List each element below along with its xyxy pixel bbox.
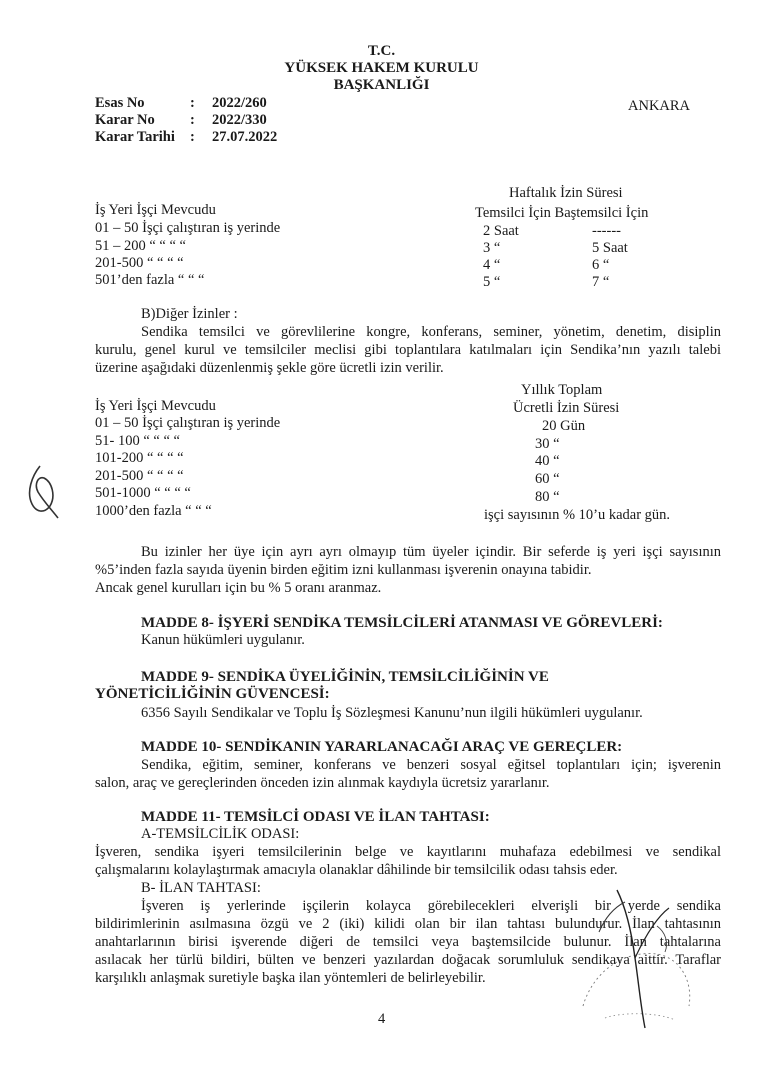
annual-row-right: 30 “	[535, 436, 560, 452]
tarih-value: 27.07.2022	[212, 129, 278, 145]
section-b-line: Sendika temsilci ve görevlilerine kongre, konferans, seminer, yönetim, denetim, disiplin	[141, 324, 721, 340]
madde11-sub-a: A-TEMSİLCİLİK ODASI:	[141, 826, 300, 842]
madde10-line: salon, araç ve gereçlerinden önceden izin alınmak kaydıyla ücretsiz yararlanır.	[95, 775, 550, 791]
madde8-title: MADDE 8- İŞYERİ SENDİKA TEMSİLCİLERİ ATANMASI VE GÖREVLERİ:	[141, 615, 663, 631]
weekly-row-mid: 2 Saat	[483, 223, 519, 239]
madde11-a-line: çalışmalarını kolaylaştırmak amacıyla olanaklar dâhilinde bir temsilcilik odası tahsis eder.	[95, 862, 618, 878]
weekly-row-right: 7 “	[592, 274, 610, 290]
header-court: YÜKSEK HAKEM KURULU	[284, 60, 479, 76]
section-b-title: B)Diğer İzinler :	[141, 306, 238, 322]
weekly-right-header-1: Haftalık İzin Süresi	[509, 185, 623, 201]
karar-colon: :	[190, 112, 195, 128]
madde11-b-line: karşılıklı anlaşmak suretiyle başka ilan yöntemleri de belirleyebilir.	[95, 970, 486, 986]
weekly-row-left: 201-500 “ “ “ “	[95, 255, 184, 271]
weekly-row-left: 501’den fazla “ “ “	[95, 272, 205, 288]
weekly-row-mid: 3 “	[483, 240, 501, 256]
annual-row-left: 201-500 “ “ “ “	[95, 468, 184, 484]
annual-row-left: 101-200 “ “ “ “	[95, 450, 184, 466]
weekly-row-right: 5 Saat	[592, 240, 628, 256]
madde10-title: MADDE 10- SENDİKANIN YARARLANACAĞI ARAÇ VE GEREÇLER:	[141, 739, 623, 755]
karar-value: 2022/330	[212, 112, 267, 128]
note-line: Bu izinler her üye için ayrı ayrı olmayıp tüm üyeler içindir. Bir seferde iş yeri işçi sayısının	[141, 544, 721, 560]
weekly-row-right: 6 “	[592, 257, 610, 273]
section-b-line: kurulu, genel kurul ve temsilciler meclisi gibi toplantılara katılmaları için Sendika’nın yazılı talebi	[95, 342, 721, 358]
weekly-left-header: İş Yeri İşçi Mevcudu	[95, 202, 216, 218]
tarih-label: Karar Tarihi	[95, 129, 175, 145]
annual-row-right: 80 “	[535, 489, 560, 505]
header-city: ANKARA	[628, 98, 691, 114]
esas-value: 2022/260	[212, 95, 267, 111]
madde8-text: Kanun hükümleri uygulanır.	[141, 632, 305, 648]
annual-row-right: 20 Gün	[542, 418, 586, 434]
tarih-colon: :	[190, 129, 195, 145]
annual-right-header-1: Yıllık Toplam	[521, 382, 603, 398]
annual-row-left: 1000’den fazla “ “ “	[95, 503, 212, 519]
madde9-title-line2: YÖNETİCİLİĞİNİN GÜVENCESİ:	[95, 686, 330, 702]
annual-row-right: işçi sayısının % 10’u kadar gün.	[484, 507, 671, 523]
weekly-row-left: 51 – 200 “ “ “ “	[95, 238, 186, 254]
annual-row-left: 501-1000 “ “ “ “	[95, 485, 191, 501]
madde11-a-line: İşveren, sendika işyeri temsilcilerinin belge ve kayıtlarını muhafaza edebilmesi ve sendikal	[95, 844, 721, 860]
karar-label: Karar No	[95, 112, 155, 128]
annual-row-left: 01 – 50 İşçi çalıştıran iş yerinde	[95, 415, 281, 431]
section-b-line: üzerine aşağıdaki düzenlenmiş şekle göre ücretli izin verilir.	[95, 360, 444, 376]
weekly-row-mid: 5 “	[483, 274, 501, 290]
madde10-line: Sendika, eğitim, seminer, konferans ve benzeri sosyal eğitsel toplantıları için; işverenin	[141, 757, 721, 773]
madde11-title: MADDE 11- TEMSİLCİ ODASI VE İLAN TAHTASI:	[141, 809, 490, 825]
weekly-right-header-2: Temsilci İçin Baştemsilci İçin	[475, 205, 649, 221]
annual-row-left: 51- 100 “ “ “ “	[95, 433, 180, 449]
weekly-row-mid: 4 “	[483, 257, 501, 273]
stamp-and-signature	[565, 888, 705, 1038]
esas-colon: :	[190, 95, 195, 111]
note-line: %5’inden fazla sayıda üyenin birden eğitim izni kullanması işverenin onayına tabidir.	[95, 562, 592, 578]
annual-right-header-2: Ücretli İzin Süresi	[513, 400, 620, 416]
header-presidency: BAŞKANLIĞI	[333, 77, 430, 93]
madde11-b-line: bildirimlerinin asılmasına özgü ve 2 (iki) kilidi olan bir ilan tahtası bulundurur. İlan tahtasının	[95, 916, 721, 932]
annual-row-right: 60 “	[535, 471, 560, 487]
madde11-b-line: asılacak her türlü bildiri, bülten ve benzeri yazılardan doğacak sorumluluk sendikaya aittir. Taraflar	[95, 952, 721, 968]
madde9-title-line1: MADDE 9- SENDİKA ÜYELİĞİNİN, TEMSİLCİLİĞİNİN VE	[141, 669, 549, 685]
madde9-text: 6356 Sayılı Sendikalar ve Toplu İş Sözleşmesi Kanunu’nun ilgili hükümleri uygulanır.	[141, 705, 643, 721]
note-line: Ancak genel kurulları için bu % 5 oranı aranmaz.	[95, 580, 382, 596]
handwritten-initial-mark	[22, 462, 62, 520]
madde11-b-line: anahtarlarının birisi işverende diğeri de temsilci veya baştemsilcide bulunur. İlan tahtalarına	[95, 934, 721, 950]
annual-left-header: İş Yeri İşçi Mevcudu	[95, 398, 216, 414]
esas-label: Esas No	[95, 95, 145, 111]
weekly-row-right: ------	[592, 223, 621, 239]
header-tc: T.C.	[367, 43, 396, 59]
madde11-sub-b: B- İLAN TAHTASI:	[141, 880, 261, 896]
page-number: 4	[378, 1011, 386, 1027]
annual-row-right: 40 “	[535, 453, 560, 469]
weekly-row-left: 01 – 50 İşçi çalıştıran iş yerinde	[95, 220, 281, 236]
madde11-b-line: İşveren iş yerlerinde işçilerin kolayca görebilecekleri elverişli bir yerde sendika	[141, 898, 721, 914]
